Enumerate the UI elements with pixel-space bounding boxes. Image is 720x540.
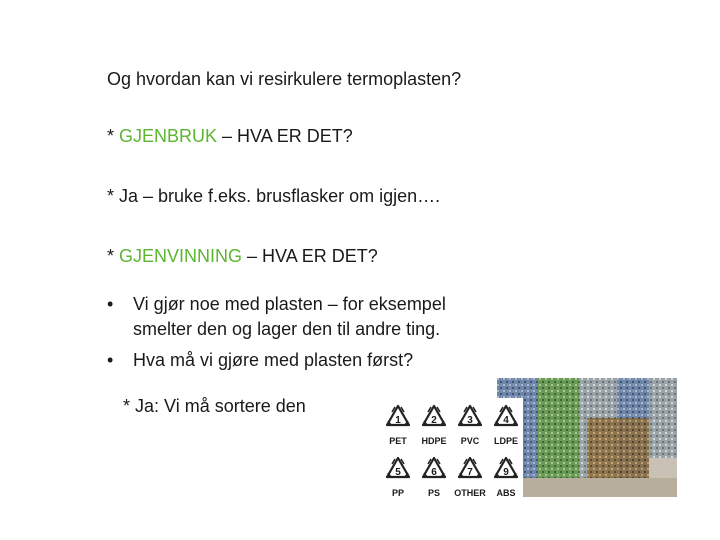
recycling-number: 1: [395, 415, 401, 426]
recycling-number: 7: [467, 467, 473, 478]
recycling-code-4-icon: [489, 404, 523, 450]
recycling-code-3-icon: [453, 404, 487, 450]
bullet-line: smelter den og lager den til andre ting.: [133, 319, 441, 339]
gjenbruk-line: [107, 125, 353, 147]
recycling-number: 5: [395, 467, 401, 478]
bullet-marker: •: [107, 350, 114, 370]
recycling-code-label: PS: [427, 488, 440, 498]
resin-identification-codes: [375, 398, 523, 500]
recycling-code-5-icon: [381, 456, 415, 502]
recycling-code-9-icon: [489, 456, 523, 502]
bullet-text: Hva må vi gjøre med plasten først?: [133, 350, 414, 370]
recycling-number: 3: [467, 415, 473, 426]
recycling-code-label: PP: [391, 488, 404, 498]
recycling-number: 2: [431, 415, 437, 426]
recycling-code-label: HDPE: [421, 436, 447, 446]
gjenvinning-rest: – HVA ER DET?: [242, 246, 378, 266]
recycling-code-7-icon: [453, 456, 487, 502]
recycling-code-label: OTHER: [454, 488, 486, 498]
answer-line: * Ja: Vi må sortere den: [123, 396, 306, 416]
slide-heading: Og hvordan kan vi resirkulere termoplasten?: [107, 69, 462, 89]
ja-line: * Ja – bruke f.eks. brusflasker om igjen….: [107, 186, 441, 206]
recycling-code-2-icon: [417, 404, 451, 450]
recycling-code-label: PVC: [460, 436, 480, 446]
gjenvinning-prefix: *: [107, 246, 120, 266]
gjenbruk-rest: – HVA ER DET?: [217, 126, 353, 146]
bullet-marker: •: [107, 294, 114, 314]
bullet-line: Vi gjør noe med plasten – for eksempel: [133, 294, 446, 314]
recycling-number: 4: [503, 415, 509, 426]
recycling-code-6-icon: [417, 456, 451, 502]
recycling-code-1-icon: [381, 404, 415, 450]
recycling-number: 6: [431, 467, 437, 478]
gjenbruk-prefix: *: [107, 126, 120, 146]
recycling-number: 9: [503, 467, 509, 478]
gjenbruk-keyword: GJENBRUK: [119, 126, 218, 146]
bullet-text: [133, 292, 446, 342]
gjenvinning-keyword: GJENVINNING: [119, 246, 243, 266]
gjenvinning-line: [107, 245, 378, 267]
recycling-code-label: ABS: [496, 488, 516, 498]
recycling-code-label: PET: [389, 436, 407, 446]
recycling-code-label: LDPE: [493, 436, 518, 446]
